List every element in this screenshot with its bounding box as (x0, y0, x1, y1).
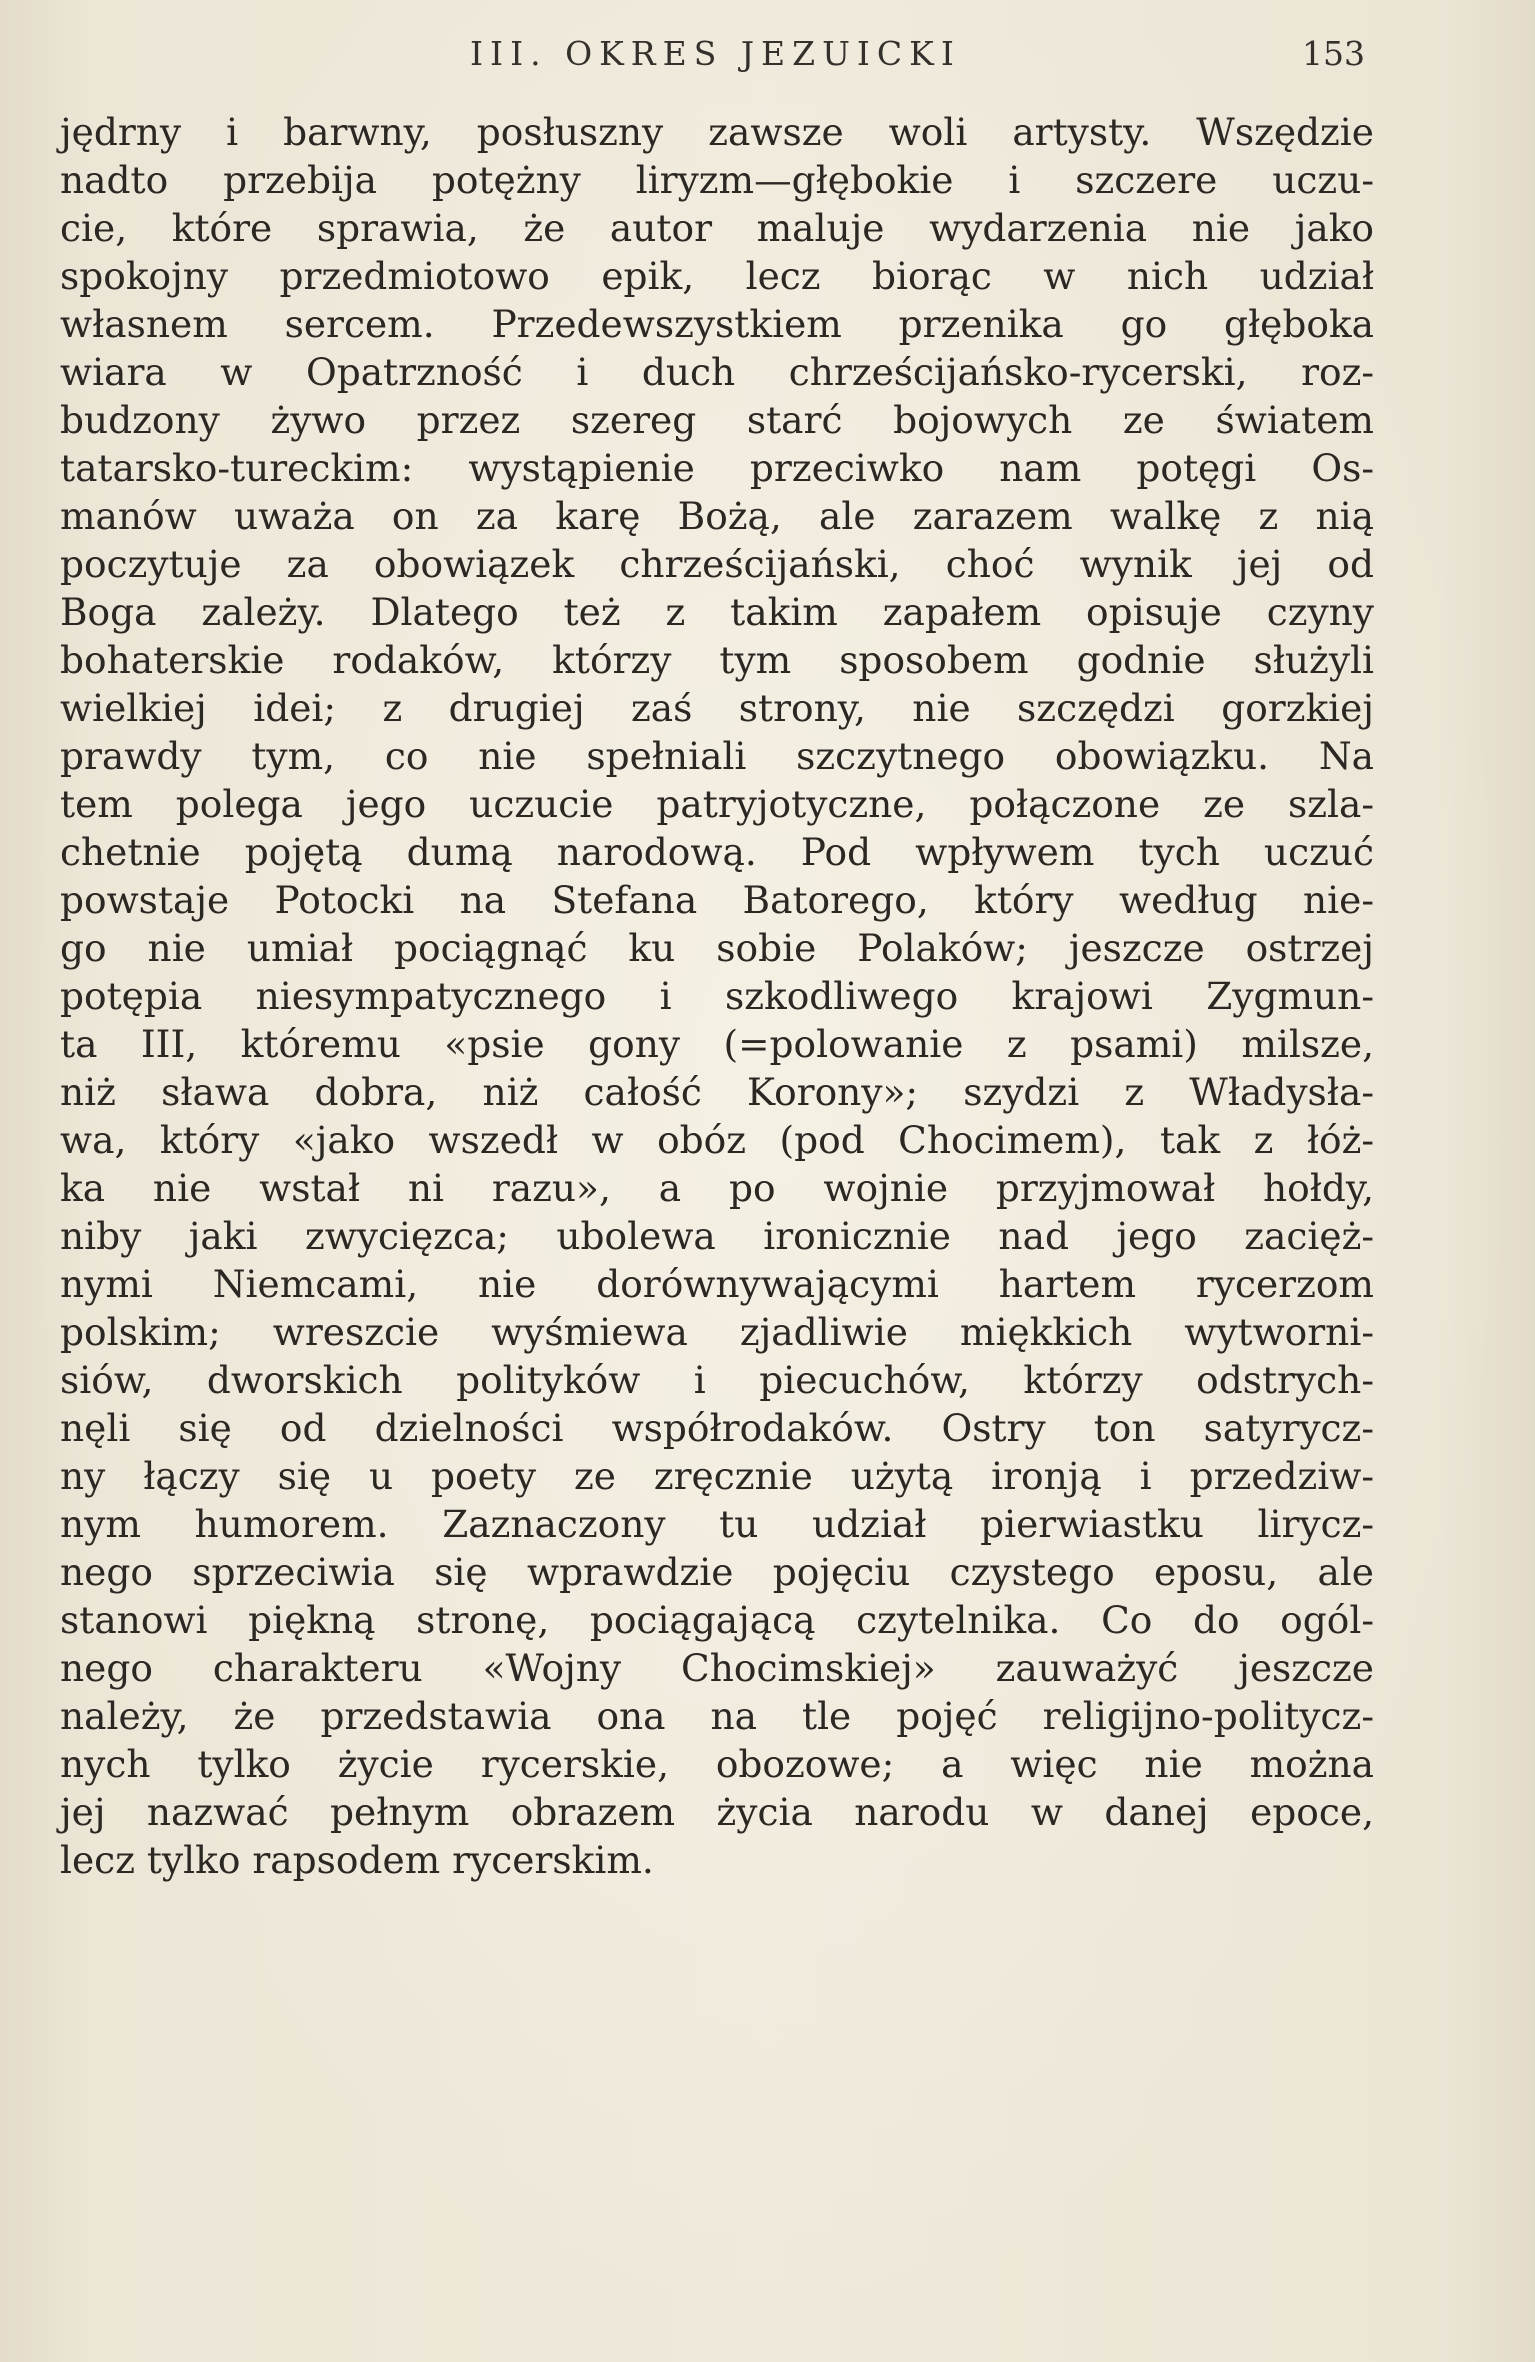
body-text (60, 108, 1374, 1884)
text-line: spokojny przedmiotowo epik, lecz biorąc w nich udział (60, 254, 1374, 298)
text-line: jędrny i barwny, posłuszny zawsze woli artysty. Wszędzie (60, 110, 1374, 154)
text-line: nym humorem. Zaznaczony tu udział pierwiastku lirycz- (60, 1502, 1374, 1546)
text-line: polskim; wreszcie wyśmiewa zjadliwie miękkich wytworni- (60, 1310, 1374, 1354)
text-line: budzony żywo przez szereg starć bojowych ze światem (60, 398, 1374, 442)
text-line: ny łączy się u poety ze zręcznie użytą ironją i przedziw- (60, 1454, 1374, 1498)
text-line: go nie umiał pociągnąć ku sobie Polaków; jeszcze ostrzej (60, 926, 1374, 970)
text-line: Boga zależy. Dlatego też z takim zapałem opisuje czyny (60, 590, 1374, 634)
text-line: nęli się od dzielności współrodaków. Ostry ton satyrycz- (60, 1406, 1374, 1450)
text-line: nych tylko życie rycerskie, obozowe; a więc nie można (60, 1742, 1374, 1786)
text-line: niż sława dobra, niż całość Korony»; szydzi z Władysła- (60, 1070, 1374, 1114)
running-head: III. OKRES JEZUICKI (470, 34, 961, 73)
text-line: tem polega jego uczucie patryjotyczne, połączone ze szla- (60, 782, 1374, 826)
text-line: manów uważa on za karę Bożą, ale zarazem walkę z nią (60, 494, 1374, 538)
text-line: własnem sercem. Przedewszystkiem przenika go głęboka (60, 302, 1374, 346)
text-line: siów, dworskich polityków i piecuchów, którzy odstrych- (60, 1358, 1374, 1402)
text-line: nego sprzeciwia się wprawdzie pojęciu czystego eposu, ale (60, 1550, 1374, 1594)
text-line: powstaje Potocki na Stefana Batorego, który według nie- (60, 878, 1374, 922)
text-line: poczytuje za obowiązek chrześcijański, choć wynik jej od (60, 542, 1374, 586)
text-line: wielkiej idei; z drugiej zaś strony, nie szczędzi gorzkiej (60, 686, 1374, 730)
text-line: ka nie wstał ni razu», a po wojnie przyjmował hołdy, (60, 1166, 1374, 1210)
text-line: niby jaki zwycięzca; ubolewa ironicznie nad jego zacięż- (60, 1214, 1374, 1258)
text-line: ta III, któremu «psie gony (=polowanie z psami) milsze, (60, 1022, 1374, 1066)
text-line: wiara w Opatrzność i duch chrześcijańsko-rycerski, roz- (60, 350, 1374, 394)
text-line: chetnie pojętą dumą narodową. Pod wpływem tych uczuć (60, 830, 1374, 874)
text-line: należy, że przedstawia ona na tle pojęć religijno-politycz- (60, 1694, 1374, 1738)
text-line: wa, który «jako wszedł w obóz (pod Chocimem), tak z łóż- (60, 1118, 1374, 1162)
page-number: 153 (1302, 34, 1365, 73)
text-line: nymi Niemcami, nie dorównywającymi hartem rycerzom (60, 1262, 1374, 1306)
text-line: lecz tylko rapsodem rycerskim. (60, 1838, 654, 1882)
text-line: cie, które sprawia, że autor maluje wydarzenia nie jako (60, 206, 1374, 250)
text-line: nego charakteru «Wojny Chocimskiej» zauważyć jeszcze (60, 1646, 1374, 1690)
text-line: bohaterskie rodaków, którzy tym sposobem godnie służyli (60, 638, 1374, 682)
text-line: potępia niesympatycznego i szkodliwego krajowi Zygmun- (60, 974, 1374, 1018)
text-line: prawdy tym, co nie spełniali szczytnego obowiązku. Na (60, 734, 1374, 778)
text-line: tatarsko-tureckim: wystąpienie przeciwko nam potęgi Os- (60, 446, 1374, 490)
text-line: stanowi piękną stronę, pociągającą czytelnika. Co do ogól- (60, 1598, 1374, 1642)
text-line: jej nazwać pełnym obrazem życia narodu w danej epoce, (60, 1790, 1374, 1834)
text-line: nadto przebija potężny liryzm—głębokie i szczere uczu- (60, 158, 1374, 202)
